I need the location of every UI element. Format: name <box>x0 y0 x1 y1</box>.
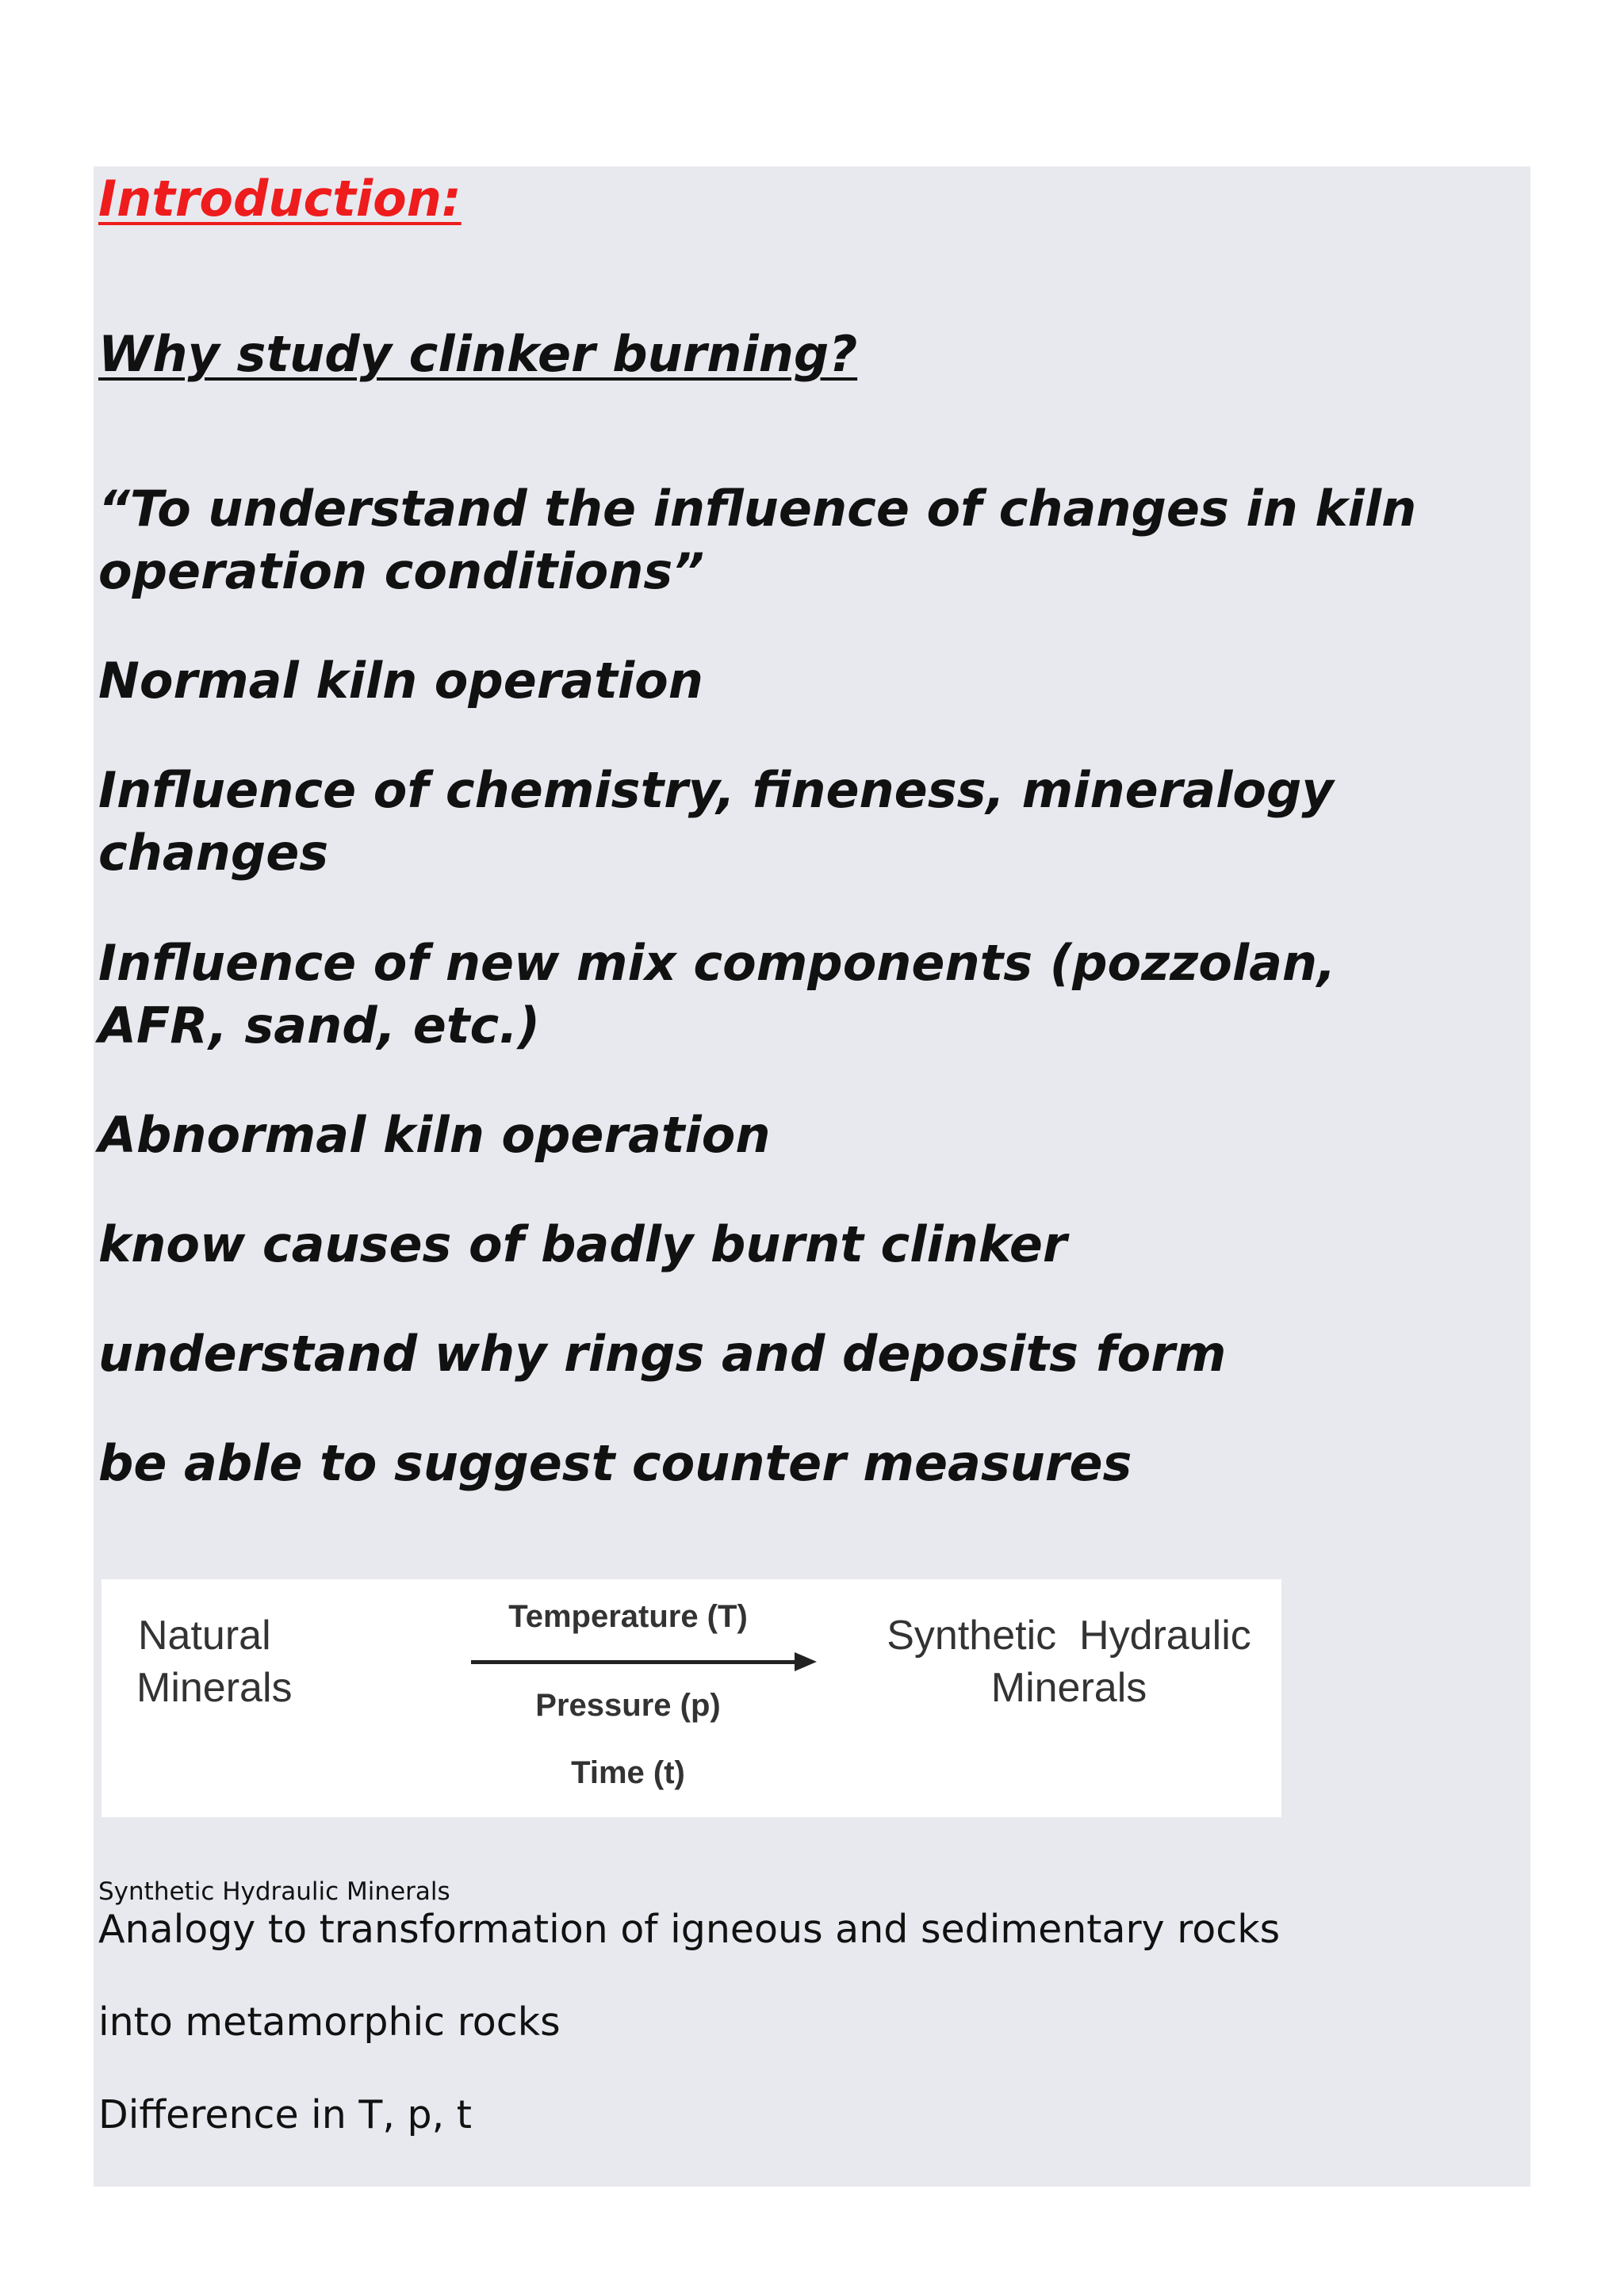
time-label: Time (t) <box>571 1755 685 1790</box>
quote-line-1: “To understand the influence of changes in kiln <box>98 480 1417 538</box>
body-line-analogy: Analogy to transformation of igneous and sedimentary rocks <box>98 1907 1281 1952</box>
arrow-right-icon <box>795 1652 817 1671</box>
item-rings-and-deposits: understand why rings and deposits form <box>98 1325 1227 1383</box>
item-chemistry-line-1: Influence of chemistry, fineness, mineralogy <box>98 761 1334 819</box>
quote-line-2: operation conditions” <box>98 542 705 600</box>
item-normal-kiln-operation: Normal kiln operation <box>98 652 703 710</box>
mineral-transformation-diagram <box>102 1579 1281 1817</box>
temperature-label: Temperature (T) <box>508 1599 748 1634</box>
synthetic-minerals-label-line-1: Synthetic Hydraulic <box>887 1613 1251 1659</box>
intro-heading: Introduction: <box>98 170 462 228</box>
item-counter-measures: be able to suggest counter measures <box>98 1434 1132 1492</box>
item-badly-burnt-clinker: know causes of badly burnt clinker <box>98 1215 1067 1273</box>
item-mix-components-line-2: AFR, sand, etc.) <box>98 997 541 1054</box>
body-line-difference: Difference in T, p, t <box>98 2092 472 2137</box>
item-mix-components-line-1: Influence of new mix components (pozzolan, <box>98 934 1336 992</box>
item-chemistry-line-2: changes <box>98 824 329 882</box>
synthetic-minerals-label-line-2: Minerals <box>990 1665 1147 1711</box>
figure-caption: Synthetic Hydraulic Minerals <box>98 1877 450 1906</box>
body-line-metamorphic: into metamorphic rocks <box>98 1999 561 2045</box>
transformation-arrow-shaft <box>471 1660 798 1664</box>
question-heading: Why study clinker burning? <box>98 325 858 383</box>
pressure-label: Pressure (p) <box>535 1688 721 1723</box>
natural-minerals-label-line-1: Natural <box>138 1613 271 1659</box>
item-abnormal-kiln-operation: Abnormal kiln operation <box>98 1106 771 1164</box>
natural-minerals-label-line-2: Minerals <box>136 1665 293 1711</box>
